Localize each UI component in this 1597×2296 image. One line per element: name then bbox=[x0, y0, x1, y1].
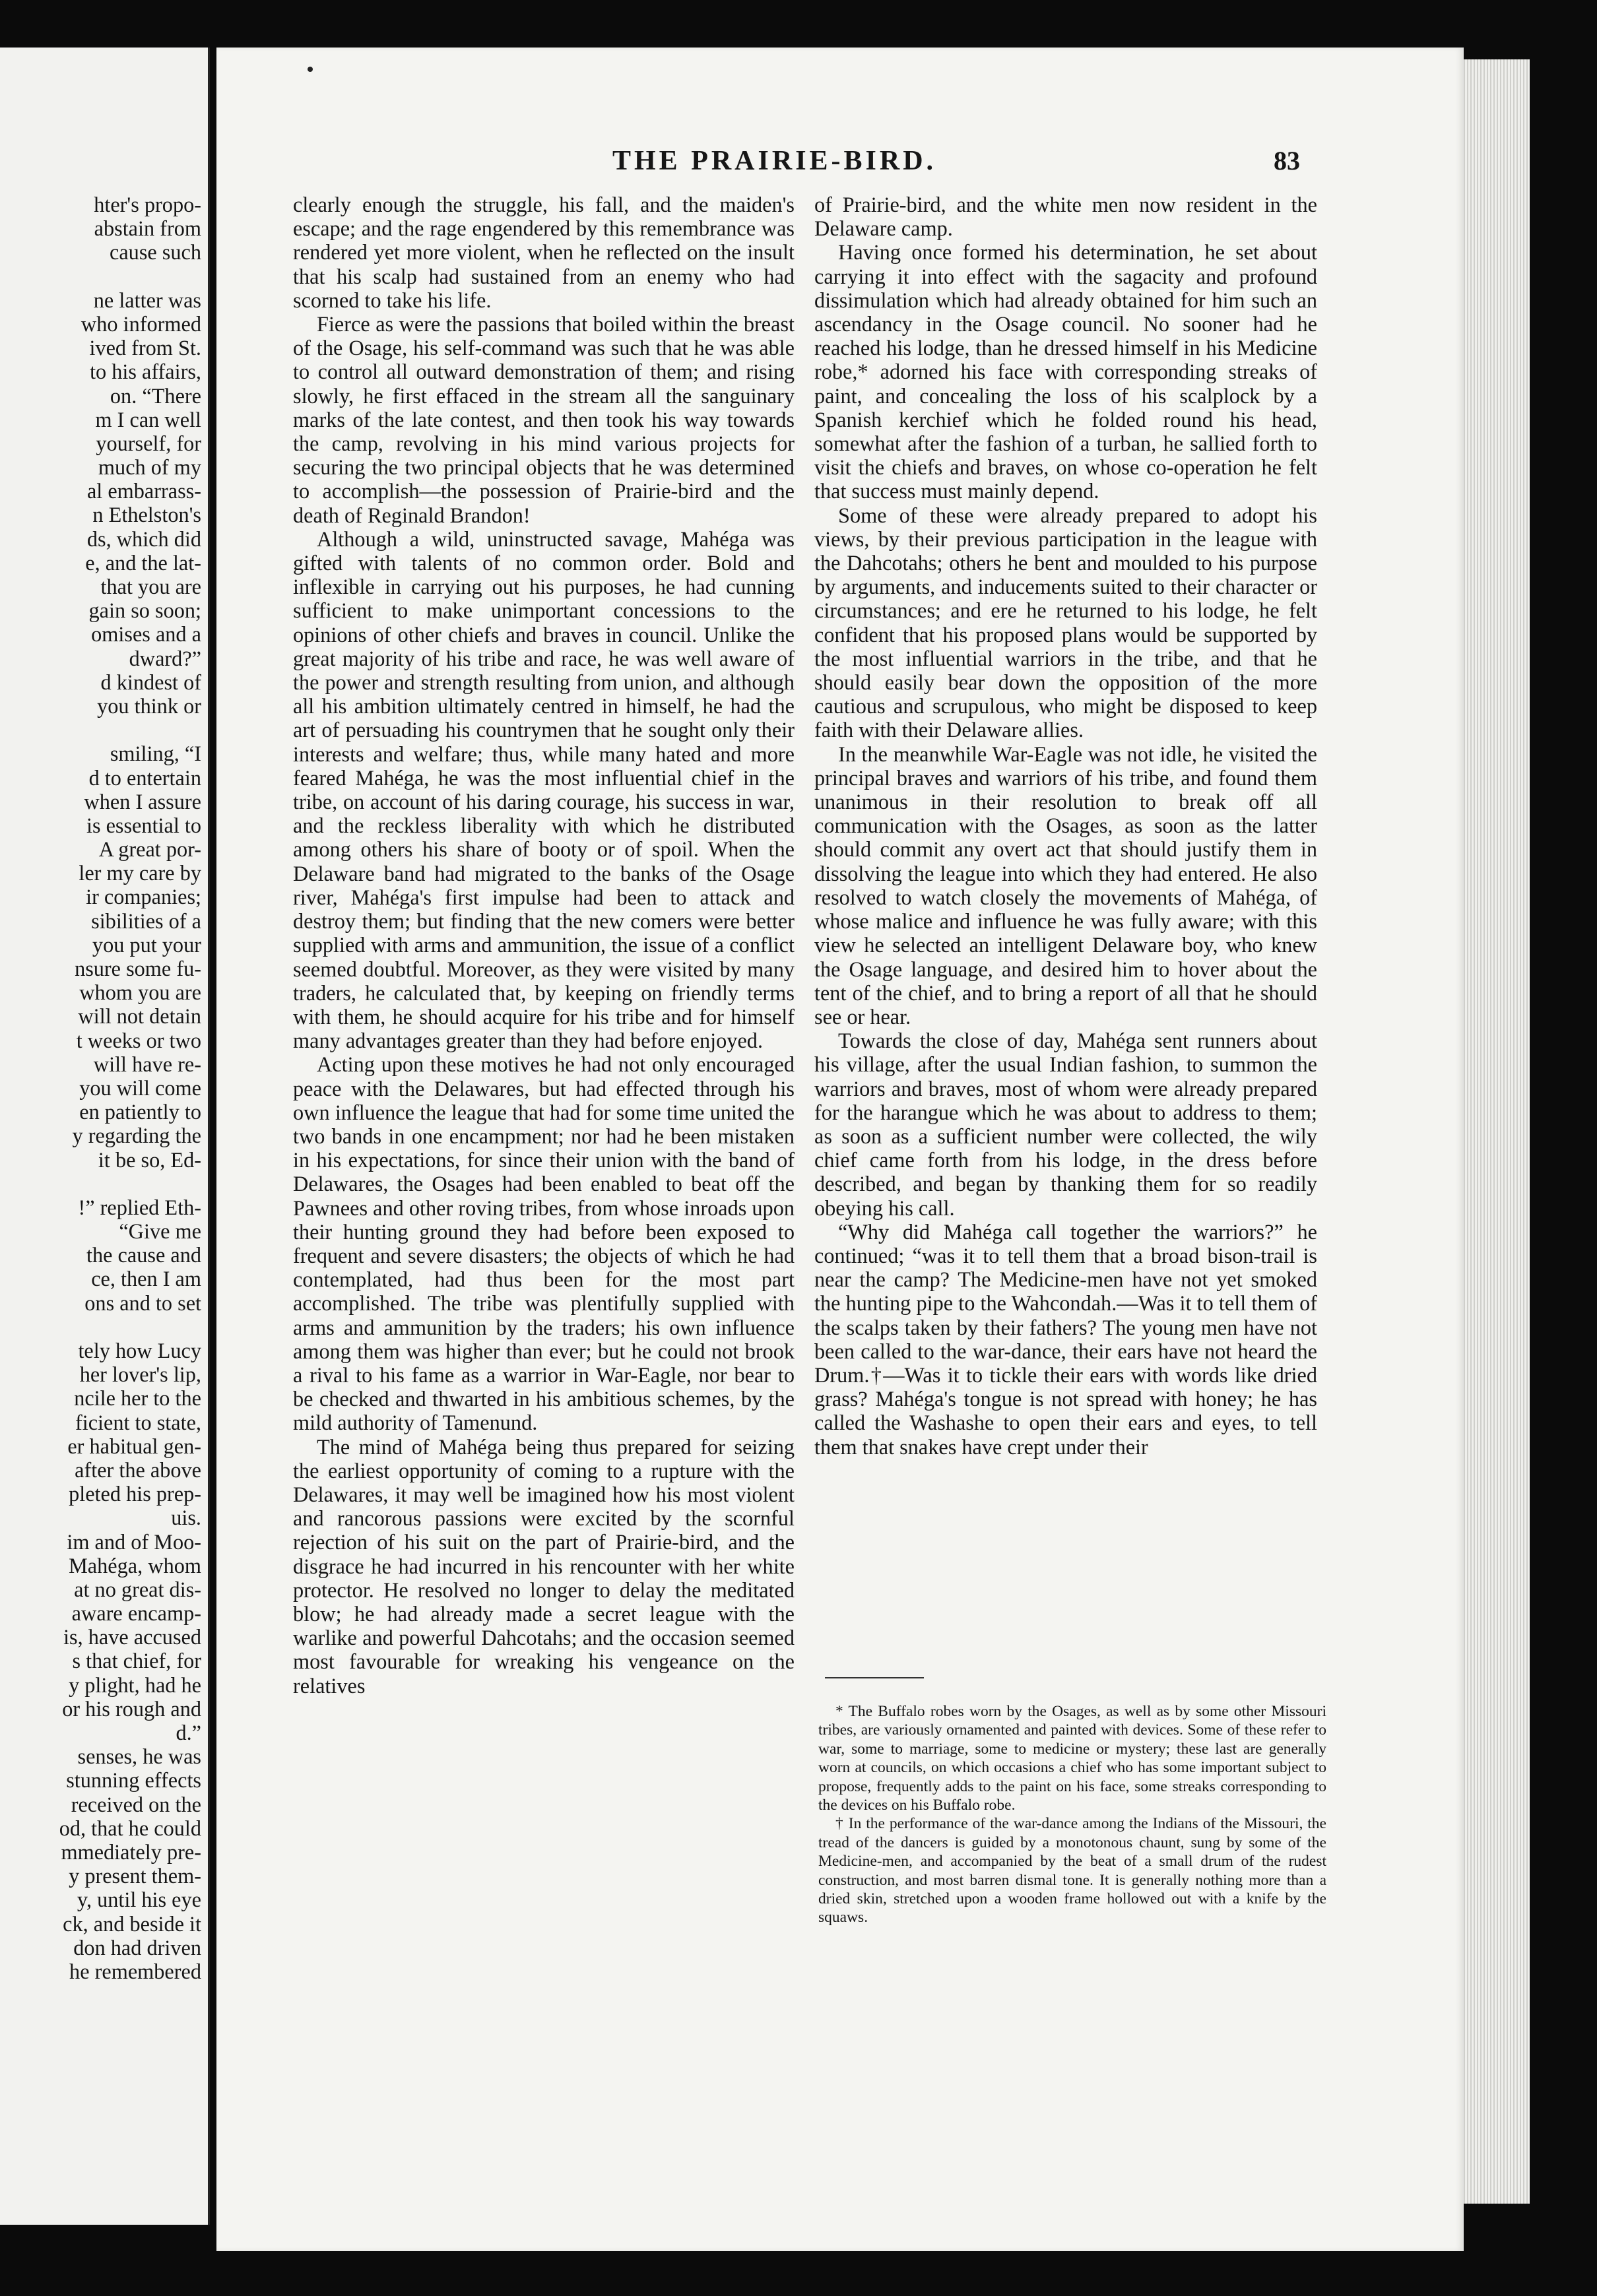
facing-page-line: dward?” bbox=[129, 646, 201, 670]
facing-page-line: d.” bbox=[176, 1721, 201, 1744]
facing-page-line: e, and the lat- bbox=[85, 550, 201, 575]
facing-page-line: at no great dis- bbox=[74, 1577, 201, 1601]
paragraph: The mind of Mahéga being thus prepared for seizing the earliest opportunity of coming to a rupture with the Delawares, it may well be imagined how his most violent and rancorous passions were excited by the scornful rejection of his suit on the part of Prairie-bird, and the disgrace he had incurred in his rencounter with her white protector. He resolved no longer to delay the meditated blow; he had already made a secret league with the warlike and powerful Dahcotahs; and the occasion seemed most favourable for wreaking his vengeance on the relatives bbox=[293, 1434, 795, 1698]
page-edges bbox=[1464, 59, 1530, 2204]
facing-page-line: you put your bbox=[92, 932, 201, 957]
footnotes bbox=[818, 1702, 1326, 1927]
facing-page-line: aware encamp- bbox=[71, 1601, 201, 1626]
paragraph: Acting upon these motives he had not only encouraged peace with the Delawares, but had effected through his own influence the league that had for some time united the two bands in one encampment; nor had he been mistaken in his expectations, for since their union with the band of Delawares, the Osages had been enabled to beat off the Pawnees and other roving tribes, from whose inroads upon their hunting ground they had before been exposed to frequent and severe disasters; the objects of which he had contemplated, had thus been for the most part accomplished. The tribe was plentifully supplied with arms and ammunition by the traders; his own influence among them was higher than ever; but he could not brook a rival to his fame as a warrior in War-Eagle, nor bear to be checked and thwarted in his ambitious schemes, by the mild authority of Tamenund. bbox=[293, 1052, 795, 1435]
paragraph: Some of these were already prepared to adopt his views, by their previous participation in the league with the Dahcotahs; others he bent and moulded to his purpose by arguments, and inducements suited to their character or circumstances; and ere he returned to his lodge, he felt confident that his proposed plans would be supported by the most influential warriors in the tribe, and that he should easily bear down the opposition of the more cautious and scrupulous, who might be disposed to keep faith with their Delaware allies. bbox=[814, 503, 1317, 742]
facing-page-line: A great por- bbox=[98, 837, 201, 862]
facing-page-line: Mahéga, whom bbox=[69, 1553, 201, 1578]
facing-page-line: y plight, had he bbox=[69, 1673, 201, 1697]
facing-page-line: y, until his eye bbox=[77, 1888, 201, 1912]
facing-page-line: s that chief, for bbox=[72, 1649, 201, 1673]
facing-page-line: much of my bbox=[98, 455, 201, 480]
footnote-rule bbox=[825, 1677, 924, 1678]
paragraph: clearly enough the struggle, his fall, and the maiden's escape; and the rage engendered by this remembrance was rendered yet more violent, when he reflected on the insult that his scalp had sustained from an enemy who had scorned to take his life. bbox=[293, 193, 795, 312]
facing-page-line: the cause and bbox=[86, 1243, 201, 1267]
facing-page-line: ficient to state, bbox=[75, 1410, 201, 1434]
paragraph: “Why did Mahéga call together the warriors?” he continued; “was it to tell them that a broad bison-trail is near the camp? The Medicine-men have not yet smoked the hunting pipe to the Wahcondah.—Was it to tell them of the scalps taken by their fathers? The young men have not been called to the war-dance, their ears have not heard the Drum.†—Was it to tickle their ears with words like dried grass? Mahéga's tongue is not spread with honey; he has called the Washashe to open their ears and eyes, to tell them that snakes have crept under their bbox=[814, 1219, 1317, 1459]
facing-page-line: yourself, for bbox=[96, 431, 201, 455]
facing-page-line: or his rough and bbox=[62, 1696, 201, 1721]
facing-page-line bbox=[3, 265, 201, 288]
facing-page-line: you think or bbox=[97, 693, 201, 718]
facing-page-line: !” replied Eth- bbox=[78, 1195, 201, 1219]
facing-page-line: don had driven bbox=[73, 1935, 201, 1960]
facing-page-line: that you are bbox=[100, 575, 201, 598]
facing-page-line: to his affairs, bbox=[90, 360, 201, 384]
facing-page-line: m I can well bbox=[95, 407, 201, 431]
text-column-left bbox=[293, 193, 795, 1698]
facing-page-line: smiling, “I bbox=[110, 742, 201, 766]
facing-page-line: “Give me bbox=[119, 1219, 201, 1244]
facing-page-line: ler my care by bbox=[79, 861, 201, 885]
facing-page-line: after the above bbox=[75, 1457, 201, 1482]
print-mark bbox=[308, 67, 313, 72]
footnote: † In the performance of the war-dance among the Indians of the Missouri, the tread of the dancers is guided by a monotonous chaunt, sung by some of the Medicine-men, and accompanied by the beat of a small drum of the rudest construction, and most barren dismal tone. It is generally nothing more than a dried skin, stretched upon a wooden frame hollowed out with a knife by the squaws. bbox=[818, 1815, 1326, 1927]
paragraph: Having once formed his determination, he set about carrying it into effect with the sagacity and profound dissimulation which had already obtained for him such an ascendancy in the Osage council. No sooner had he reached his lodge, than he dressed himself in his Medicine robe,* adorned his face with corresponding streaks of paint, and concealing the loss of his scalplock by a Spanish kerchief which he folded round his head, somewhat after the fashion of a turban, he sallied forth to visit the chiefs and braves, on whose co-operation he felt that success must mainly depend. bbox=[814, 240, 1317, 503]
facing-page-line: he remembered bbox=[69, 1959, 201, 1983]
facing-page-line: is, have accused bbox=[63, 1625, 201, 1649]
facing-page-line: omises and a bbox=[91, 622, 201, 647]
page-number: 83 bbox=[1274, 146, 1300, 175]
facing-page-line: al embarrass- bbox=[86, 479, 201, 503]
facing-page-line: uis. bbox=[171, 1506, 201, 1530]
facing-page-line: mmediately pre- bbox=[61, 1839, 201, 1864]
facing-page-text bbox=[3, 193, 201, 1983]
facing-page-line: senses, he was bbox=[77, 1744, 201, 1769]
facing-page-line: abstain from bbox=[94, 216, 201, 241]
facing-page-line: ne latter was bbox=[93, 288, 201, 312]
facing-page-line: hter's propo- bbox=[94, 193, 201, 216]
facing-page-line: im and of Moo- bbox=[67, 1529, 201, 1554]
facing-page-line: ived from St. bbox=[89, 336, 201, 360]
running-title: THE PRAIRIE-BIRD. bbox=[612, 146, 937, 176]
facing-page-line: y regarding the bbox=[72, 1124, 201, 1148]
facing-page-line: who informed bbox=[81, 311, 201, 336]
facing-page-line: cause such bbox=[110, 240, 201, 265]
facing-page-line: ons and to set bbox=[84, 1291, 201, 1315]
facing-page-line: pleted his prep- bbox=[69, 1482, 201, 1506]
facing-page-line: n Ethelston's bbox=[92, 503, 201, 527]
paragraph: Although a wild, uninstructed savage, Mahéga was gifted with talents of no common order. Bold and inflexible in carrying out his purposes, he had cunning sufficient to make unimportant concessions to the opinions of other chiefs and braves in council. Unlike the great majority of his tribe and race, he was well aware of the power and strength resulting from union, and although all his ambition ultimately centred in himself, he had the art of persuading his countrymen that he sought only their interests and welfare; thus, while many hated and more feared Mahéga, he was the most influential chief in the tribe, on account of his daring courage, his success in war, and the reckless liberality with which he distributed among others his share of booty or of spoil. When the Delaware band had migrated to the banks of the Osage river, Mahéga's first impulse had been to attack and destroy them; but finding that the new comers were better supplied with arms and ammunition, the issue of a conflict seemed doubtful. Moreover, as they were visited by many traders, he calculated that, by keeping on friendly terms with them, he should acquire for his tribe and for himself many advantages greater than they had before enjoyed. bbox=[293, 526, 795, 1053]
footnote: * The Buffalo robes worn by the Osages, as well as by some other Missouri tribes, are variously ornamented and painted with devices. Some of these refer to war, some to marriage, some to medicine or mystery; these last are generally worn at councils, on which occasions a chief who has some important subject to propose, frequently adds to the paint on his face, some streaks corresponding to the devices on his Buffalo robe. bbox=[818, 1703, 1326, 1814]
facing-page-line: will not detain bbox=[78, 1004, 201, 1029]
facing-page-line bbox=[3, 1315, 201, 1339]
facing-page-line: on. “There bbox=[110, 383, 201, 408]
facing-page-line: tely how Lucy bbox=[78, 1339, 201, 1362]
facing-page-line: er habitual gen- bbox=[67, 1434, 201, 1458]
facing-page-line: stunning effects bbox=[66, 1768, 201, 1793]
facing-page-line: sibilities of a bbox=[91, 909, 201, 933]
facing-page-line: ce, then I am bbox=[91, 1267, 201, 1291]
facing-page-line: ncile her to the bbox=[74, 1386, 201, 1411]
facing-page-line: it be so, Ed- bbox=[98, 1147, 201, 1172]
facing-page-line: d to entertain bbox=[88, 765, 201, 790]
facing-page-line: ds, which did bbox=[86, 526, 201, 551]
facing-page-line: her lover's lip, bbox=[79, 1362, 201, 1387]
facing-page bbox=[0, 48, 210, 2225]
facing-page-line: whom you are bbox=[79, 980, 201, 1005]
facing-page-line: is essential to bbox=[86, 813, 201, 837]
facing-page-line: y present them- bbox=[69, 1864, 201, 1888]
facing-page-line: t weeks or two bbox=[76, 1028, 201, 1052]
text-column-right bbox=[814, 193, 1317, 1459]
paragraph: In the meanwhile War-Eagle was not idle, he visited the principal braves and warriors of his tribe, and found them unanimous in their resolution to break off all communication with the Osages, as soon as the latter should commit any overt act that should justify them in dissolving the league into which they had entered. He also resolved to watch closely the movements of Mahéga, of whose malice and influence he was fully aware; with this view he selected an intelligent Delaware boy, who knew the Osage language, and desired him to hover about the tent of the chief, and to bring a report of all that he should see or hear. bbox=[814, 742, 1317, 1029]
facing-page-line: when I assure bbox=[84, 789, 201, 813]
paragraph: Towards the close of day, Mahéga sent runners about his village, after the usual Indian fashion, to summon the warriors and braves, most of whom were already prepared for the harangue which he was about to address to them; as soon as a sufficient number were collected, the wily chief came forth from his lodge, in the dress before described, and began by thanking them for so readily obeying his call. bbox=[814, 1029, 1317, 1220]
paragraph: of Prairie-bird, and the white men now resident in the Delaware camp. bbox=[814, 193, 1317, 241]
facing-page-line: en patiently to bbox=[79, 1100, 201, 1124]
facing-page-line: d kindest of bbox=[100, 670, 201, 694]
facing-page-line: nsure some fu- bbox=[75, 957, 201, 980]
facing-page-line: ir companies; bbox=[86, 885, 201, 909]
paragraph: Fierce as were the passions that boiled within the breast of the Osage, his self-command was such that he was able to control all outward demonstration of them; and rising slowly, he first effaced in the stream all the sanguinary marks of the late contest, and then took his way towards the camp, revolving in his mind various projects for securing the two principal objects that he was determined to accomplish—the possession of Prairie-bird and the death of Reginald Brandon! bbox=[293, 312, 795, 527]
facing-page-line bbox=[3, 1172, 201, 1196]
facing-page-line: received on the bbox=[71, 1792, 201, 1816]
facing-page-line: ck, and beside it bbox=[63, 1911, 201, 1936]
facing-page-line: you will come bbox=[79, 1075, 201, 1100]
facing-page-line bbox=[3, 718, 201, 742]
facing-page-line: od, that he could bbox=[59, 1816, 201, 1840]
facing-page-line: gain so soon; bbox=[88, 598, 201, 623]
facing-page-line: will have re- bbox=[93, 1052, 201, 1076]
